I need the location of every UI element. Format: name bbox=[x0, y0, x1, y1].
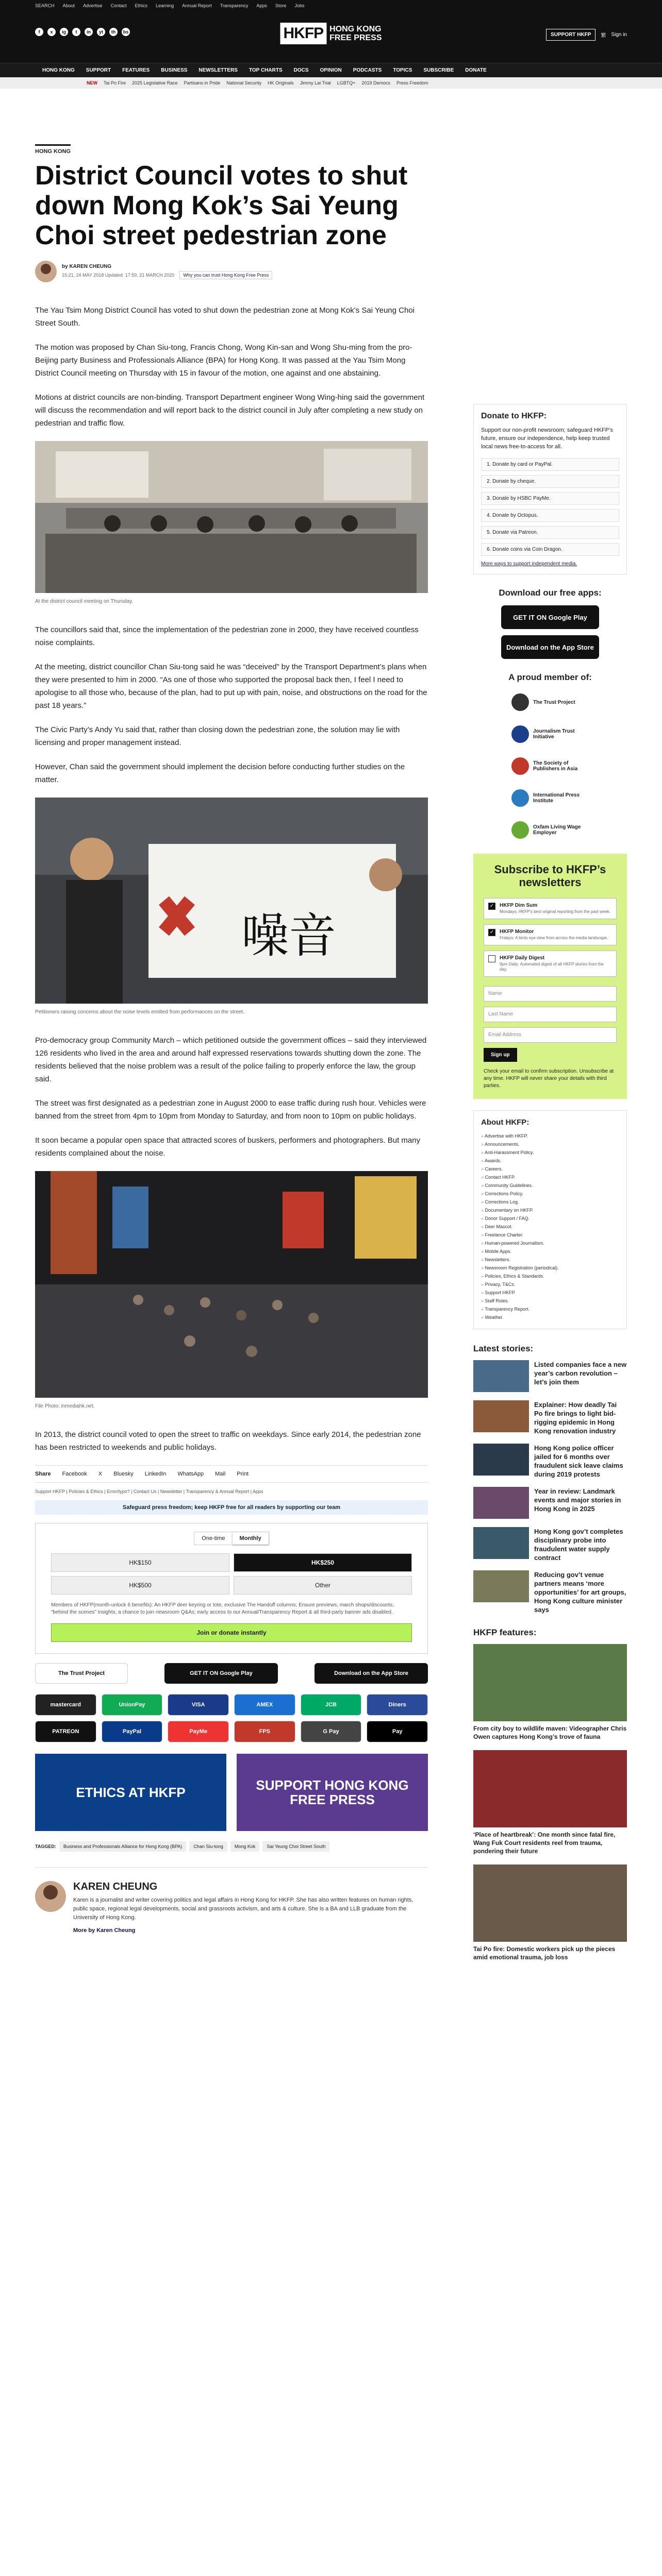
member-emblem-icon bbox=[511, 789, 529, 807]
donate-lead: Support our non-profit newsroom; safeguard HKFP’s future, ensure our independence, help keep trusted local news free-to-access for all. bbox=[481, 427, 613, 450]
app-store-button[interactable]: Download on the App Store bbox=[501, 635, 599, 659]
payment-logo: Pay bbox=[367, 1721, 428, 1742]
utility-link[interactable]: Store bbox=[275, 3, 287, 8]
latest-item[interactable] bbox=[473, 1360, 627, 1392]
donate-option[interactable]: 3. Donate by HSBC PayMe. bbox=[481, 492, 619, 505]
payment-logo: PATREON bbox=[35, 1721, 96, 1742]
banner-text: 噪音 bbox=[241, 908, 337, 963]
features-list bbox=[473, 1644, 627, 1961]
about-link[interactable]: » Deer Mascot. bbox=[481, 1223, 619, 1231]
newsletter-signup bbox=[473, 854, 627, 1099]
nav-item[interactable]: SUBSCRIBE bbox=[423, 67, 454, 73]
donate-option[interactable]: 4. Donate by Octopus. bbox=[481, 509, 619, 522]
share-link[interactable]: Mail bbox=[215, 1471, 226, 1477]
figure-council-meeting bbox=[35, 441, 428, 608]
newsletter-name: HKFP Daily Digest bbox=[500, 955, 545, 961]
member-logo[interactable] bbox=[511, 690, 589, 715]
story-thumbnail[interactable] bbox=[473, 1527, 529, 1559]
member-title: A proud member of: bbox=[508, 672, 592, 682]
story-title[interactable]: Hong Kong police officer jailed for 6 months over fraudulent sick leave claims during 2019 protests bbox=[534, 1444, 623, 1478]
paragraph: The street was first designated as a pedestrian zone in August 2000 to ease traffic during rush hour. Vehicles were banned from the street from 4pm to 10pm from Monday to Saturday, and from noon to 10pm on public holidays. bbox=[35, 1099, 426, 1121]
paragraph: Pro-democracy group Community March – which petitioned outside the government offices – said they interviewed 126 residents who lived in the area and around half expressed reservations towards shutting down the zone. The residents believed that the noise problem was a result of the police failing to properly enforce the law, the group said. bbox=[35, 1036, 427, 1083]
logo-wordmark bbox=[329, 25, 382, 42]
signup-fields bbox=[484, 986, 617, 1043]
feature-title[interactable]: Tai Po fire: Domestic workers pick up the pieces amid emotional trauma, job loss bbox=[473, 1945, 616, 1961]
member-name: Oxfam Living Wage Employer bbox=[533, 824, 581, 836]
member-emblem-icon bbox=[511, 693, 529, 711]
donate-box bbox=[473, 404, 627, 574]
newsletter-name: HKFP Monitor bbox=[500, 929, 534, 935]
social-icon[interactable]: x bbox=[47, 28, 56, 36]
trending-link[interactable]: HK Originals bbox=[268, 80, 294, 86]
nav-item[interactable]: HONG KONG bbox=[42, 67, 75, 73]
member-emblem-icon bbox=[511, 725, 529, 743]
story-thumbnail[interactable] bbox=[473, 1570, 529, 1602]
about-link[interactable]: » Awards. bbox=[481, 1157, 619, 1165]
about-link[interactable]: » Contact HKFP. bbox=[481, 1173, 619, 1181]
more-by-author-link[interactable]: More by Karen Cheung bbox=[73, 1927, 136, 1934]
donate-heading[interactable]: Safeguard press freedom; keep HKFP free for all readers by supporting our team bbox=[35, 1500, 428, 1515]
nav-item[interactable]: DOCS bbox=[293, 67, 309, 73]
support-button[interactable]: SUPPORT HKFP bbox=[546, 29, 595, 41]
main-nav bbox=[0, 63, 662, 77]
new-label: NEW bbox=[87, 80, 97, 86]
about-link[interactable]: » Transparency Report. bbox=[481, 1305, 619, 1313]
member-name: The Trust Project bbox=[533, 699, 575, 705]
nav-item[interactable]: TOP CHARTS bbox=[249, 67, 283, 73]
payment-logo: Diners bbox=[367, 1694, 428, 1716]
trending-bar bbox=[0, 77, 662, 89]
feature-title[interactable]: ‘Place of heartbreak’: One month since fatal fire, Wang Fuk Court residents reel from trauma, pondering their future bbox=[473, 1831, 616, 1855]
payment-logo: FPS bbox=[234, 1721, 295, 1742]
about-link[interactable]: » Human-powered Journalism. bbox=[481, 1239, 619, 1247]
site-logo[interactable] bbox=[280, 23, 382, 44]
member-logo[interactable] bbox=[511, 722, 589, 747]
trending-link[interactable]: LGBTQ+ bbox=[337, 80, 356, 86]
donate-option[interactable]: 2. Donate by cheque. bbox=[481, 475, 619, 488]
trending-link[interactable]: Jimmy Lai Trial bbox=[300, 80, 331, 86]
donate-option[interactable]: 6. Donate coins via Coin Dragon. bbox=[481, 543, 619, 556]
newsletter-checkbox[interactable]: ✓ bbox=[488, 929, 495, 936]
nav-item[interactable]: FEATURES bbox=[122, 67, 150, 73]
google-play-badge[interactable]: GET IT ON Google Play bbox=[164, 1663, 278, 1684]
dates-text: 15:21, 24 MAY 2018 Updated: 17:59, 21 MARCH 2020 bbox=[62, 273, 175, 278]
donate-title: Donate to HKFP: bbox=[481, 412, 547, 420]
article-body bbox=[35, 304, 428, 1454]
member-logo[interactable] bbox=[511, 754, 589, 778]
about-link[interactable]: » Staff Roles. bbox=[481, 1297, 619, 1305]
about-link[interactable]: » Careers. bbox=[481, 1165, 619, 1173]
about-link[interactable]: » Anti-Harassment Policy. bbox=[481, 1148, 619, 1157]
social-icon[interactable]: th bbox=[109, 28, 118, 36]
utility-link[interactable]: Apps bbox=[256, 3, 267, 8]
about-link[interactable]: » Community Guidelines. bbox=[481, 1181, 619, 1190]
feature-thumbnail[interactable] bbox=[473, 1644, 627, 1721]
newsletter-checkbox[interactable]: ✓ bbox=[488, 903, 495, 910]
signup-note: Check your email to confirm subscription. Unsubscribe at any time. HKFP will never share your details with third parties. bbox=[484, 1069, 614, 1089]
council-meeting-photo bbox=[35, 441, 428, 593]
about-link[interactable]: » Donor Support / FAQ. bbox=[481, 1214, 619, 1223]
figure-caption: Petitioners raising concerns about the noise levels emitted from performances on the street. bbox=[35, 1009, 244, 1015]
utility-link[interactable]: Learning bbox=[156, 3, 174, 8]
freq-one-time[interactable]: One-time bbox=[202, 1535, 225, 1541]
member-logo[interactable] bbox=[511, 786, 589, 810]
about-link[interactable]: » Support HKFP. bbox=[481, 1289, 619, 1297]
trending-link[interactable]: National Security bbox=[226, 80, 262, 86]
sign-in-link[interactable]: Sign in bbox=[611, 32, 627, 38]
member-name: The Society of Publishers in Asia bbox=[533, 760, 578, 772]
author-name[interactable]: KAREN CHEUNG bbox=[73, 1881, 158, 1892]
about-link[interactable]: » Advertise with HKFP. bbox=[481, 1132, 619, 1140]
newsletter-name: HKFP Dim Sum bbox=[500, 903, 538, 908]
donate-option[interactable]: 1. Donate by card or PayPal. bbox=[481, 458, 619, 471]
paragraph: It soon became a popular open space that attracted scores of buskers, performers and photographers. But many residents complained about the noise. bbox=[35, 1136, 421, 1158]
latest-title: Latest stories: bbox=[473, 1344, 534, 1353]
share-bar bbox=[35, 1465, 428, 1483]
donate-note: Members of HKFP(month-unlock 6 benefits): An HKFP deer keyring or tote, exclusive The Handoff columns; Ensure previews; march shops/discounts; “behind the scenes” insights; a chance to join newsroom Q&As; early access to our Annual/Transparency Report & all third-party banner ads disabled. bbox=[51, 1602, 394, 1615]
latest-item[interactable] bbox=[473, 1570, 627, 1614]
utility-link[interactable]: Jobs bbox=[294, 3, 305, 8]
trending-link[interactable]: Press Freedom bbox=[396, 80, 428, 86]
story-thumbnail[interactable] bbox=[473, 1444, 529, 1476]
amount-option-other[interactable]: Other bbox=[234, 1576, 412, 1595]
logo-line-2: FREE PRESS bbox=[329, 33, 382, 42]
signup-input[interactable]: Name bbox=[484, 986, 617, 1002]
newsletter-options bbox=[484, 898, 617, 977]
newsletter-option[interactable] bbox=[484, 898, 617, 919]
trending-link[interactable]: 2025 Legislative Race bbox=[132, 80, 178, 86]
app-store-badge[interactable]: Download on the App Store bbox=[315, 1663, 428, 1684]
author-avatar[interactable] bbox=[35, 1881, 66, 1912]
member-emblem-icon bbox=[511, 757, 529, 775]
about-link[interactable]: » Announcements. bbox=[481, 1140, 619, 1148]
member-name: International Press Institute bbox=[533, 792, 580, 804]
share-link[interactable]: Print bbox=[237, 1471, 249, 1477]
masthead bbox=[0, 11, 662, 63]
story-title[interactable]: Explainer: How deadly Tai Po fire brings to light bid-rigging epidemic in Hong Kong renovation industry bbox=[534, 1401, 617, 1435]
newsletter-title: Subscribe to HKFP’s newsletters bbox=[494, 863, 606, 889]
sidebar bbox=[473, 404, 627, 1971]
newsletter-desc: Fridays: A birds eye view from across the media landscape. bbox=[500, 936, 608, 940]
latest-item[interactable] bbox=[473, 1487, 627, 1519]
social-icon[interactable]: bs bbox=[122, 28, 130, 36]
social-icon[interactable]: in bbox=[85, 28, 93, 36]
about-link[interactable]: » Weather. bbox=[481, 1313, 619, 1321]
share-link[interactable]: WhatsApp bbox=[177, 1471, 204, 1477]
story-thumbnail[interactable] bbox=[473, 1487, 529, 1519]
payment-logo: PayPal bbox=[102, 1721, 163, 1742]
feature-item[interactable] bbox=[473, 1644, 627, 1741]
trust-project-badge[interactable]: The Trust Project bbox=[35, 1663, 128, 1684]
trust-link[interactable]: Why you can trust Hong Kong Free Press bbox=[179, 271, 272, 279]
author-avatar[interactable] bbox=[35, 261, 57, 282]
about-link[interactable]: » Mobile Apps. bbox=[481, 1247, 619, 1256]
about-title: About HKFP: bbox=[481, 1118, 529, 1127]
share-link[interactable]: X bbox=[98, 1471, 103, 1477]
tag-list bbox=[35, 1841, 428, 1852]
promo-banners bbox=[35, 1754, 428, 1831]
story-title[interactable]: Reducing gov’t venue partners means ‘more opportunities’ for art groups, Hong Kong culture minister says bbox=[534, 1571, 626, 1614]
payment-logo: PayMe bbox=[168, 1721, 229, 1742]
logo-line-1: HONG KONG bbox=[329, 25, 382, 33]
amount-option[interactable]: HK$500 bbox=[51, 1576, 229, 1595]
share-link[interactable]: Facebook bbox=[62, 1471, 87, 1477]
paragraph: The Civic Party’s Andy Yu said that, rather than closing down the pedestrian zone, the solution may lie with licensing and proper management instead. bbox=[35, 725, 400, 747]
newsletter-option[interactable] bbox=[484, 951, 617, 977]
nav-item[interactable]: TOPICS bbox=[393, 67, 412, 73]
member-emblem-icon bbox=[511, 821, 529, 839]
newsletter-text bbox=[500, 929, 608, 941]
utility-link[interactable]: Ethics bbox=[135, 3, 148, 8]
member-name: Journalism Trust Initiative bbox=[533, 728, 575, 740]
about-link[interactable]: » Newsletters. bbox=[481, 1256, 619, 1264]
freq-monthly[interactable]: Monthly bbox=[233, 1532, 269, 1545]
payment-logo: JCB bbox=[301, 1694, 362, 1716]
social-icon[interactable]: yt bbox=[97, 28, 105, 36]
byline bbox=[35, 261, 463, 282]
more-ways-link[interactable]: More ways to support independent media. bbox=[481, 561, 577, 567]
about-link[interactable]: » Corrections Log. bbox=[481, 1198, 619, 1206]
figure-caption: At the district council meeting on Thursday. bbox=[35, 599, 134, 604]
ethics-banner[interactable]: ETHICS AT HKFP bbox=[35, 1754, 226, 1831]
paragraph: The Yau Tsim Mong District Council has voted to shut down the pedestrian zone at Mong Kok’s Sai Yeung Choi Street South. bbox=[35, 306, 415, 328]
signup-input[interactable]: Last Name bbox=[484, 1007, 617, 1022]
features-title: HKFP features: bbox=[473, 1628, 537, 1637]
about-link[interactable]: » Freelance Charter. bbox=[481, 1231, 619, 1239]
tag-link[interactable]: Business and Professionals Alliance for Hong Kong (BPA) bbox=[59, 1841, 186, 1852]
trending-link[interactable]: 2019 Democs bbox=[361, 80, 390, 86]
payment-logo: AMEX bbox=[234, 1694, 295, 1716]
feature-item[interactable] bbox=[473, 1750, 627, 1855]
nav-item[interactable]: DONATE bbox=[465, 67, 487, 73]
member-logo[interactable] bbox=[511, 818, 589, 842]
nav-item[interactable]: NEWSLETTERS bbox=[198, 67, 238, 73]
paragraph: However, Chan said the government should implement the decision before conducting further studies on the matter. bbox=[35, 762, 405, 784]
utility-link[interactable]: Advertise bbox=[83, 3, 103, 8]
latest-item[interactable] bbox=[473, 1400, 627, 1435]
utility-link[interactable]: Annual Report bbox=[182, 3, 212, 8]
author-name[interactable]: by KAREN CHEUNG bbox=[62, 264, 112, 269]
newsletter-desc: Mondays: HKFP’s best original reporting from the past week. bbox=[500, 909, 611, 914]
article-footer-links[interactable]: Support HKFP | Policies & Ethics | Error/typo? | Contact Us | Newsletter | Transparency & Annual Report | Apps bbox=[35, 1489, 263, 1494]
logo-mark: HKFP bbox=[280, 23, 326, 44]
paragraph: The councillors said that, since the implementation of the pedestrian zone in 2000, they have received countless noise complaints. bbox=[35, 625, 419, 647]
article bbox=[35, 144, 463, 1934]
social-links bbox=[35, 28, 130, 36]
utility-link[interactable]: About bbox=[62, 3, 75, 8]
article-title: District Council votes to shut down Mong Kok’s Sai Yeung Choi street pedestrian zone bbox=[35, 161, 408, 250]
social-icon[interactable]: f bbox=[35, 28, 43, 36]
newsletter-text bbox=[500, 955, 612, 972]
share-link[interactable]: Bluesky bbox=[113, 1471, 134, 1477]
story-title[interactable]: Hong Kong gov’t completes disciplinary probe into fraudulent water supply contract bbox=[534, 1528, 623, 1562]
street-photo bbox=[35, 1171, 428, 1398]
donate-options bbox=[481, 458, 619, 556]
story-thumbnail[interactable] bbox=[473, 1400, 529, 1432]
petitioners-photo bbox=[35, 798, 428, 1004]
nav-item[interactable]: OPINION bbox=[320, 67, 342, 73]
about-link[interactable]: » Newsroom Registration (periodical). bbox=[481, 1264, 619, 1272]
amount-options bbox=[51, 1553, 412, 1595]
latest-list bbox=[473, 1360, 627, 1614]
about-box bbox=[473, 1110, 627, 1329]
share-link[interactable]: LinkedIn bbox=[144, 1471, 167, 1477]
about-links bbox=[481, 1132, 619, 1321]
feature-thumbnail[interactable] bbox=[473, 1750, 627, 1827]
apps-title: Download our free apps: bbox=[499, 588, 602, 598]
support-banner[interactable]: SUPPORT HONG KONG FREE PRESS bbox=[237, 1754, 428, 1831]
paragraph: Motions at district councils are non-binding. Transport Department engineer Wong Wing-hing said the government will discuss the recommendation and will report back to the district council in July after completing a new study on pedestrian and traffic flow. bbox=[35, 393, 425, 428]
utility-link[interactable]: Transparency bbox=[220, 3, 249, 8]
figure-caption: File Photo: inmediahk.net. bbox=[35, 1403, 95, 1409]
search-link[interactable]: SEARCH bbox=[35, 3, 55, 8]
story-thumbnail[interactable] bbox=[473, 1360, 529, 1392]
badge-row bbox=[35, 1663, 428, 1684]
masthead-actions bbox=[546, 29, 627, 41]
figure-street bbox=[35, 1171, 428, 1413]
newsletter-checkbox[interactable] bbox=[488, 955, 495, 962]
sign-up-button[interactable]: Sign up bbox=[484, 1048, 517, 1062]
newsletter-desc: 9pm Daily: Automated digest of all HKFP stories from the day. bbox=[500, 962, 604, 972]
join-donate-button[interactable]: Join or donate instantly bbox=[51, 1623, 412, 1642]
latest-item[interactable] bbox=[473, 1444, 627, 1479]
payment-logo: VISA bbox=[168, 1694, 229, 1716]
utility-bar bbox=[0, 0, 662, 11]
about-link[interactable]: » Privacy, T&Cs. bbox=[481, 1280, 619, 1289]
latest-item[interactable] bbox=[473, 1527, 627, 1562]
nav-item[interactable]: BUSINESS bbox=[161, 67, 188, 73]
nav-item[interactable]: PODCASTS bbox=[353, 67, 382, 73]
latest-stories bbox=[473, 1344, 627, 1614]
share-label: Share bbox=[35, 1471, 51, 1477]
donate-option[interactable]: 5. Donate via Patreon. bbox=[481, 526, 619, 539]
feature-thumbnail[interactable] bbox=[473, 1865, 627, 1942]
social-icon[interactable]: ig bbox=[60, 28, 68, 36]
newsletter-text bbox=[500, 903, 610, 914]
trending-link[interactable]: Partisans in Pride bbox=[184, 80, 221, 86]
hkfp-features bbox=[473, 1628, 627, 1961]
frequency-toggle bbox=[194, 1532, 269, 1545]
tag-link[interactable]: Chan Siu-tong bbox=[189, 1841, 227, 1852]
article-category[interactable]: HONG KONG bbox=[35, 144, 71, 155]
google-play-button[interactable]: GET IT ON Google Play bbox=[501, 605, 599, 629]
feature-item[interactable] bbox=[473, 1865, 627, 1961]
feature-title[interactable]: From city boy to wildlife maven: Videographer Chris Owen captures Hong Kong’s trove of fauna bbox=[473, 1725, 627, 1740]
author-box bbox=[35, 1867, 428, 1934]
payment-logo: G Pay bbox=[301, 1721, 362, 1742]
amount-option[interactable]: HK$150 bbox=[51, 1553, 229, 1572]
figure-petitioners bbox=[35, 798, 428, 1019]
about-link[interactable]: » Documentary on HKFP. bbox=[481, 1206, 619, 1214]
tag-link[interactable]: Sai Yeung Choi Street South bbox=[262, 1841, 329, 1852]
amount-option-selected[interactable]: HK$250 bbox=[234, 1553, 412, 1572]
social-icon[interactable]: t bbox=[72, 28, 80, 36]
about-link[interactable]: » Policies, Ethics & Standards. bbox=[481, 1272, 619, 1280]
payment-logo: UnionPay bbox=[102, 1694, 163, 1716]
tags-label: TAGGED: bbox=[35, 1844, 56, 1849]
story-title[interactable]: Year in review: Landmark events and major stories in Hong Kong in 2025 bbox=[534, 1487, 621, 1513]
member-logos bbox=[473, 690, 627, 842]
payment-logo: mastercard bbox=[35, 1694, 96, 1716]
payment-methods bbox=[35, 1694, 428, 1742]
utility-link[interactable]: Contact bbox=[110, 3, 127, 8]
publish-dates bbox=[62, 271, 272, 279]
story-title[interactable]: Listed companies face a new year’s carbon revolution – let’s join them bbox=[534, 1361, 627, 1386]
newsletter-option[interactable] bbox=[484, 924, 617, 945]
donate-widget bbox=[35, 1523, 428, 1654]
paragraph: In 2013, the district council voted to open the street to traffic on weekdays. Since early 2014, the pedestrian zone has been restricted to weekends and public holidays. bbox=[35, 1430, 421, 1452]
nav-item[interactable]: SUPPORT bbox=[86, 67, 111, 73]
trending-link[interactable]: Tai Po Fire bbox=[104, 80, 126, 86]
author-bio: Karen is a journalist and writer covering politics and legal affairs in Hong Kong for HKFP. She has also written features on human rights, public space, regional legal developments, social and grassroots activism, and arts & culture. She is a BA and LLB graduate from the University of Hong Kong. bbox=[73, 1897, 413, 1921]
signup-input[interactable]: Email Address bbox=[484, 1027, 617, 1043]
paragraph: The motion was proposed by Chan Siu-tong, Francis Chong, Wong Kin-san and Wong Shu-ming from the pro-Beijing party Business and Professionals Alliance (BPA) for Hong Kong. It was passed at the Yau Tsim Mong District Council meeting on Thursday with 15 in favour of the motion, one against and one abstaining. bbox=[35, 343, 412, 378]
tag-link[interactable]: Mong Kok bbox=[230, 1841, 260, 1852]
about-link[interactable]: » Corrections Policy. bbox=[481, 1190, 619, 1198]
paragraph: At the meeting, district councillor Chan Siu-tong said he was “deceived” by the Transport Department’s plans when they were presented to him in 2000. “As one of those who supported the proposal back then, I feel I need to apologise to all those who, because of the plan, had to put up with pain, noise, and obstructions on the road for the past 18 years.” bbox=[35, 663, 427, 710]
language-toggle[interactable]: 繁 bbox=[601, 33, 606, 39]
